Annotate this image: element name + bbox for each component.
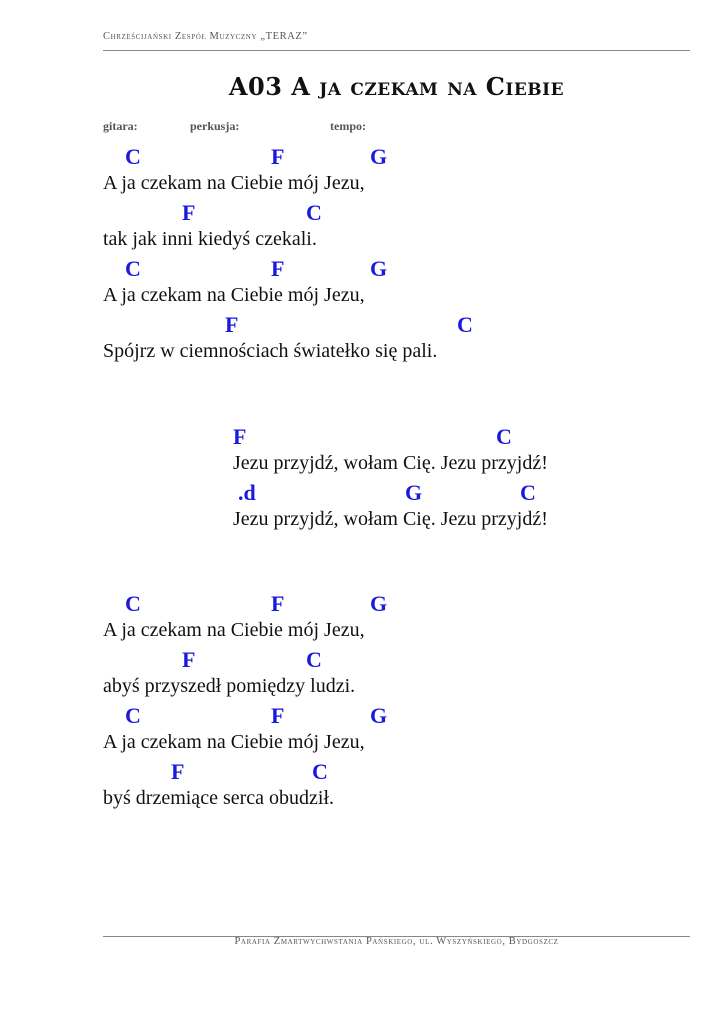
- lyric-line: byś drzemiące serca obudził.: [103, 787, 335, 809]
- chord: G: [370, 591, 388, 616]
- chord: F: [182, 647, 196, 672]
- chord: F: [225, 312, 239, 337]
- chord: F: [271, 591, 285, 616]
- song-title: A03 A ja czekam na Ciebie: [228, 72, 565, 101]
- meta-gitara: gitara:: [103, 119, 138, 133]
- chord: C: [306, 200, 322, 225]
- lyric-line: Jezu przyjdź, wołam Cię. Jezu przyjdź!: [233, 452, 548, 474]
- footer-text: Parafia Zmartwychwstania Pańskiego, ul. Wyszyńskiego, Bydgoszcz: [234, 936, 559, 947]
- lyric-line: A ja czekam na Ciebie mój Jezu,: [103, 284, 365, 306]
- lyric-line: A ja czekam na Ciebie mój Jezu,: [103, 172, 365, 194]
- chord: .d: [238, 480, 256, 505]
- chord: F: [271, 144, 285, 169]
- chord: G: [370, 703, 388, 728]
- chord: F: [233, 424, 247, 449]
- header-rule: [103, 50, 690, 51]
- meta-tempo: tempo:: [330, 119, 366, 133]
- lyric-line: Spójrz w ciemnościach światełko się pali.: [103, 340, 438, 362]
- lyric-line: tak jak inni kiedyś czekali.: [103, 228, 317, 250]
- chord: F: [171, 759, 185, 784]
- lyric-line: Jezu przyjdź, wołam Cię. Jezu przyjdź!: [233, 508, 548, 530]
- chord: C: [125, 144, 141, 169]
- chord: C: [125, 256, 141, 281]
- chord: G: [405, 480, 423, 505]
- chord: C: [125, 703, 141, 728]
- chord: F: [182, 200, 196, 225]
- chord: C: [306, 647, 322, 672]
- lyric-line: A ja czekam na Ciebie mój Jezu,: [103, 731, 365, 753]
- lyric-line: abyś przyszedł pomiędzy ludzi.: [103, 675, 356, 697]
- header-text: Chrześcijański Zespół Muzyczny „TERAZ”: [103, 31, 308, 42]
- chord: C: [312, 759, 328, 784]
- chord: C: [457, 312, 473, 337]
- lyric-line: A ja czekam na Ciebie mój Jezu,: [103, 619, 365, 641]
- chord: C: [520, 480, 536, 505]
- chord: C: [125, 591, 141, 616]
- chord: G: [370, 256, 388, 281]
- chord: G: [370, 144, 388, 169]
- chord: F: [271, 703, 285, 728]
- meta-perkusja: perkusja:: [190, 119, 240, 133]
- chord: F: [271, 256, 285, 281]
- chord: C: [496, 424, 512, 449]
